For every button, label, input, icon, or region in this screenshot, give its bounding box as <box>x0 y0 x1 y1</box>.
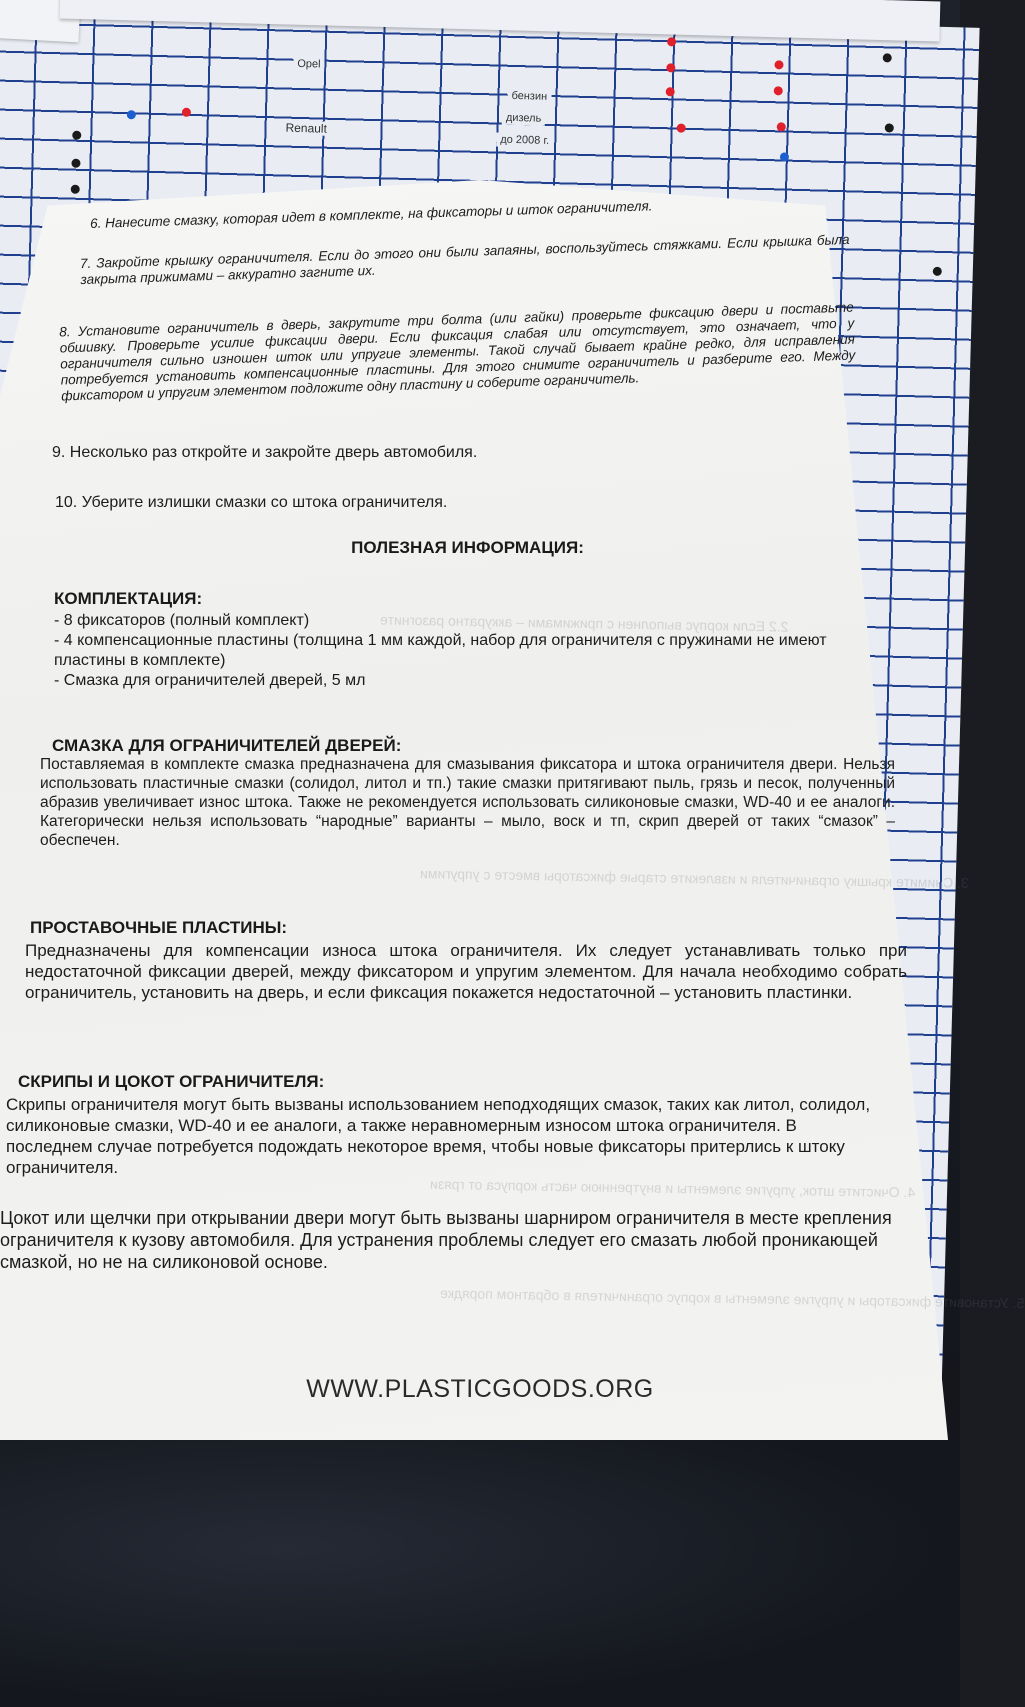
plates-text: Предназначены для компенсации износа штока ограничителя. Их следует устанавливать только при недостаточной фиксации дверей, между фиксатором и упругим элементом. Для начала необходимо собрать ограничитель, установить на дверь, и если фиксация покажется недостаточной – установить пластинки. <box>25 941 907 1002</box>
kit-heading: КОМПЛЕКТАЦИЯ: <box>54 589 203 608</box>
kit-list <box>54 611 884 691</box>
step-7-text: 7. Закройте крышку ограничителя. Если до этого они были запаяны, воспользуйтесь стяжками. Если крышка была закрыта прижимами – аккуратно загните их. <box>79 231 850 288</box>
list-item: - 4 компенсационные пластины (толщина 1 мм каждой, набор для ограничителя с пружинами не имеют пластины в комплекте) <box>54 632 827 669</box>
step-6-text: 6. Нанесите смазку, которая идет в комплекте, на фиксаторы и шток ограничителя. <box>89 198 653 231</box>
show-through-text: 4. Очистите шток, упругие элементы и внутреннюю часть корпуса от грязи <box>429 1175 916 1201</box>
show-through-text: 2.2 Если корпус выполнен с прижимами – аккуратно разогните <box>379 611 789 635</box>
list-item: - Смазка для ограничителей дверей, 5 мл <box>54 672 366 689</box>
useful-info-heading: ПОЛЕЗНАЯ ИНФОРМАЦИЯ: <box>351 538 584 557</box>
step-8-text: 8. Установите ограничитель в дверь, закрутите три болта (или гайки) проверьте фиксацию двери и поставьте обшивку. Проверьте усилие фиксации двери. Если фиксация слабая или отсутствует, это означает, что у ограничителя сильно изношен шток или упругие элементы. Такой случай бывает крайне редко, для исправления потребуется установить компенсационные пластины. Для этого снимите ограничитель и разберите его. Между фиксатором и упругим элементом подложите одну пластину и соберите ограничитель. <box>58 299 856 404</box>
grease-heading: СМАЗКА ДЛЯ ОГРАНИЧИТЕЛЕЙ ДВЕРЕЙ: <box>52 736 402 755</box>
fuel-dizel-label: дизель <box>502 111 546 126</box>
step-9-text: 9. Несколько раз откройте и закройте дверь автомобиля. <box>52 444 478 461</box>
step-10-text: 10. Уберите излишки смазки со штока ограничителя. <box>55 494 448 511</box>
show-through-text: 3. Снимите крышку ограничителя и извлеките старые фиксаторы вместе с упругими <box>419 865 969 891</box>
year-range-label: до 2008 г. <box>496 132 553 148</box>
brand-renault-label: Renault <box>281 120 331 135</box>
fuel-benzin-label: бензин <box>507 89 551 104</box>
plates-heading: ПРОСТАВОЧНЫЕ ПЛАСТИНЫ: <box>30 918 288 937</box>
show-through-text: 5. Установите фиксаторы и упругие элементы в корпус ограничителя в обратном порядке <box>439 1284 1025 1312</box>
list-item: - 8 фиксаторов (полный комплект) <box>54 612 310 629</box>
brand-opel-label: Opel <box>293 57 325 72</box>
dark-fabric-surface <box>0 1440 960 1707</box>
website-url: WWW.PLASTICGOODS.ORG <box>306 1375 654 1403</box>
squeaks-text-2: Цокот или щелчки при открывании двери могут быть вызваны шарниром ограничителя в месте крепления ограничителя к кузову автомобиля. Для устранения проблемы следует его смазать любой проникающей смазкой, но не на силиконовой основе. <box>0 1208 892 1272</box>
squeaks-heading: СКРИПЫ И ЦОКОТ ОГРАНИЧИТЕЛЯ: <box>18 1072 325 1091</box>
squeaks-text-1: Скрипы ограничителя могут быть вызваны использованием неподходящих смазок, таких как литол, солидол, силиконовые смазки, WD-40 и ее аналоги, а также неравномерным износом штока ограничителя. В последнем случае потребуется подождать некоторое время, чтобы новые фиксаторы притерлись к штоку ограничителя. <box>6 1095 871 1177</box>
grease-text: Поставляемая в комплекте смазка предназначена для смазывания фиксатора и штока ограничителя двери. Нельзя использовать пластичные смазки (солидол, литол и тп.) такие смазки притягивают пыль, грязь и песок, полученный абразив увеличивает износ штока. Также не рекомендуется использовать силиконовые смазки, WD-40 и ее аналоги. Категорически нельзя использовать “народные” варианты – мыло, воск и тп, скрип дверей от таких “смазок” – обеспечен. <box>40 756 895 849</box>
